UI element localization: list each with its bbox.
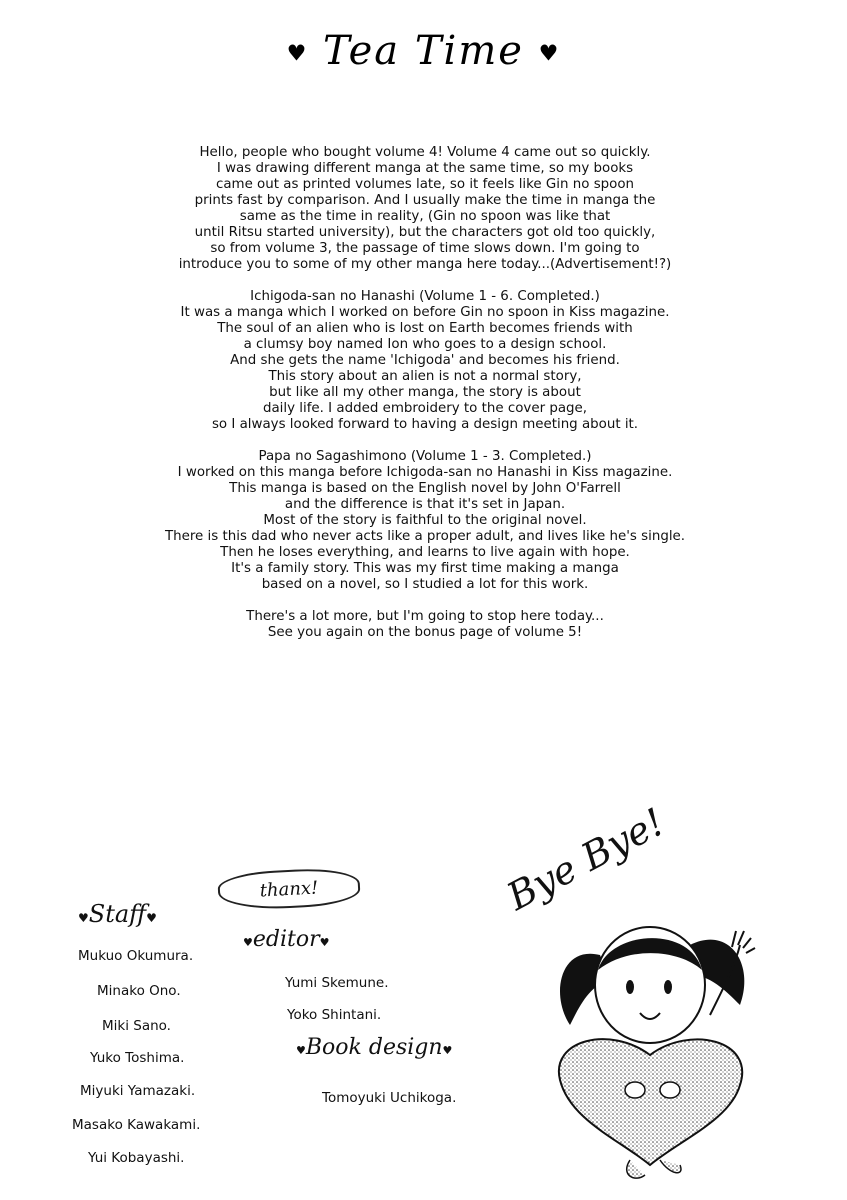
editor-heading <box>243 927 330 952</box>
paragraph <box>90 145 760 273</box>
text-line: I worked on this manga before Ichigoda-san no Hanashi in Kiss magazine. <box>177 465 673 480</box>
text-line: introduce you to some of my other manga here today...(Advertisement!?) <box>178 257 672 272</box>
text-line: Then he loses everything, and learns to live again with hope. <box>220 545 630 560</box>
text-line: It's a family story. This was my first time making a manga <box>231 561 619 576</box>
paragraph <box>90 609 760 641</box>
thanx-bubble: thanx! <box>217 866 361 911</box>
paragraph <box>90 289 760 433</box>
text-line: until Ritsu started university), but the characters got old too quickly, <box>194 225 656 240</box>
bye-bye-lettering: Bye Bye! <box>500 799 672 919</box>
staff-heading <box>78 900 157 928</box>
girl-illustration <box>540 905 780 1185</box>
heart-icon: ♥ <box>78 911 89 925</box>
staff-name: Mukuo Okumura. <box>78 948 194 964</box>
book-design-heading <box>296 1035 452 1060</box>
text-line: and the difference is that it's set in Japan. <box>284 497 566 512</box>
text-line: daily life. I added embroidery to the cover page, <box>262 401 588 416</box>
text-line: There is this dad who never acts like a proper adult, and lives like he's single. <box>164 529 686 544</box>
book-design-heading-text: Book design <box>305 1035 443 1060</box>
heart-icon: ♥ <box>146 911 157 925</box>
staff-heading-text: Staff <box>88 900 147 928</box>
text-line: The soul of an alien who is lost on Earth becomes friends with <box>217 321 633 336</box>
text-line: based on a novel, so I studied a lot for this work. <box>261 577 589 592</box>
text-line: This manga is based on the English novel by John O'Farrell <box>229 481 621 496</box>
text-line: prints fast by comparison. And I usually make the time in manga the <box>194 193 656 208</box>
heart-icon: ♥ <box>442 1044 453 1057</box>
editor-heading-text: editor <box>252 927 320 952</box>
text-line: but like all my other manga, the story is about <box>269 385 581 400</box>
title-text: Tea Time <box>323 28 524 74</box>
staff-name: Yui Kobayashi. <box>88 1150 185 1166</box>
text-line: I was drawing different manga at the same time, so my books <box>216 161 634 176</box>
text-line: so I always looked forward to having a design meeting about it. <box>211 417 639 432</box>
text-line: It was a manga which I worked on before Gin no spoon in Kiss magazine. <box>180 305 670 320</box>
text-line: And she gets the name 'Ichigoda' and becomes his friend. <box>230 353 620 368</box>
staff-name: Masako Kawakami. <box>72 1117 201 1133</box>
text-line: Hello, people who bought volume 4! Volume 4 came out so quickly. <box>199 145 651 160</box>
editor-name: Yumi Skemune. <box>285 975 389 991</box>
text-line: same as the time in reality, (Gin no spoon was like that <box>239 209 611 224</box>
staff-name: Yuko Toshima. <box>90 1050 185 1066</box>
text-line: There's a lot more, but I'm going to stop here today... <box>246 609 604 624</box>
heart-icon: ♥ <box>243 936 253 949</box>
staff-name: Miki Sano. <box>102 1018 171 1034</box>
heart-icon: ♥ <box>296 1044 306 1057</box>
text-line: Ichigoda-san no Hanashi (Volume 1 - 6. Completed.) <box>250 289 600 304</box>
book-designer-name: Tomoyuki Uchikoga. <box>322 1090 457 1106</box>
page-title <box>0 28 847 74</box>
staff-name: Minako Ono. <box>97 983 181 999</box>
text-line: This story about an alien is not a normal story, <box>268 369 582 384</box>
text-line: See you again on the bonus page of volume 5! <box>267 625 583 640</box>
heart-icon: ♥ <box>538 41 561 67</box>
text-line: Papa no Sagashimono (Volume 1 - 3. Completed.) <box>258 449 592 464</box>
staff-name: Miyuki Yamazaki. <box>80 1083 196 1099</box>
editor-name: Yoko Shintani. <box>287 1007 382 1023</box>
text-line: so from volume 3, the passage of time slows down. I'm going to <box>210 241 640 256</box>
afterword-text <box>90 145 760 657</box>
heart-icon: ♥ <box>286 41 309 67</box>
text-line: a clumsy boy named Ion who goes to a design school. <box>243 337 607 352</box>
text-line: Most of the story is faithful to the original novel. <box>263 513 587 528</box>
heart-icon: ♥ <box>319 936 330 949</box>
text-line: came out as printed volumes late, so it feels like Gin no spoon <box>215 177 635 192</box>
paragraph <box>90 449 760 593</box>
